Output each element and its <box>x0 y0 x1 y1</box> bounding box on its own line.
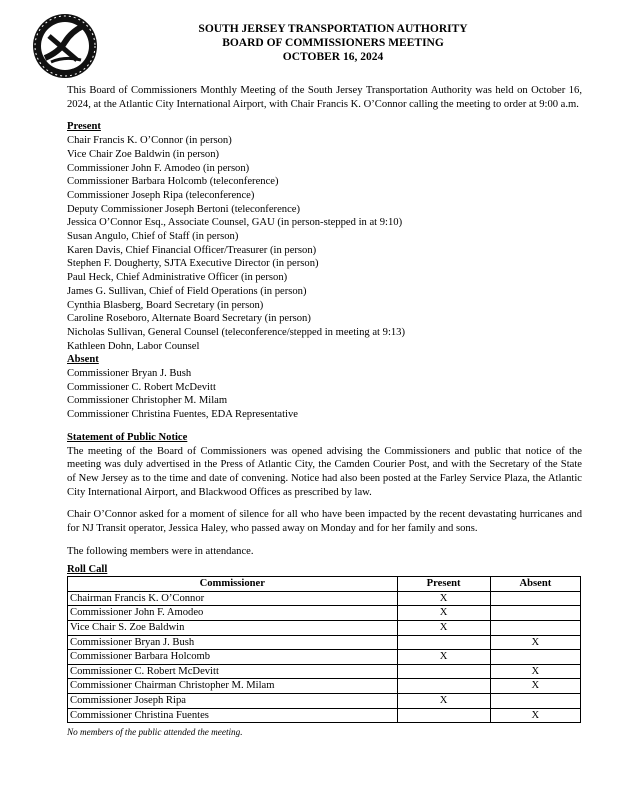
present-item: Commissioner Joseph Ripa (teleconference) <box>67 189 255 201</box>
absent-mark: X <box>490 708 580 723</box>
table-row <box>68 708 581 723</box>
commissioner-name: Commissioner C. Robert McDevitt <box>68 664 398 679</box>
present-item: Cynthia Blasberg, Board Secretary (in person) <box>67 299 264 311</box>
absent-mark <box>490 620 580 635</box>
present-item: Vice Chair Zoe Baldwin (in person) <box>67 148 220 160</box>
absent-item: Commissioner Bryan J. Bush <box>67 368 192 380</box>
present-item: Kathleen Dohn, Labor Counsel <box>67 340 200 352</box>
present-item: Stephen F. Dougherty, SJTA Executive Director (in person) <box>67 258 319 270</box>
absent-list <box>67 367 582 422</box>
present-item: Nicholas Sullivan, General Counsel (teleconference/stepped in meeting at 9:13) <box>67 326 406 338</box>
table-row <box>68 606 581 621</box>
present-item: Deputy Commissioner Joseph Bertoni (teleconference) <box>67 203 300 215</box>
table-row <box>68 693 581 708</box>
commissioner-name: Commissioner Bryan J. Bush <box>68 635 398 650</box>
meeting-date: OCTOBER 16, 2024 <box>282 51 384 63</box>
present-item: Susan Angulo, Chief of Staff (in person) <box>67 231 239 243</box>
moment-of-silence-text: Chair O’Connor asked for a moment of silence for all who have been impacted by the recent devastating hurricanes and for NJ Transit operator, Jessica Haley, who passed away on Monday and for her family and sons. <box>67 509 582 535</box>
present-mark: X <box>397 693 490 708</box>
public-attendance-note: No members of the public attended the meeting. <box>67 727 243 738</box>
absent-mark <box>490 650 580 665</box>
column-header-present: Present <box>397 577 490 592</box>
absent-mark: X <box>490 635 580 650</box>
present-item: Paul Heck, Chief Administrative Officer (in person) <box>67 272 288 284</box>
table-row <box>68 591 581 606</box>
present-mark <box>397 635 490 650</box>
absent-mark <box>490 591 580 606</box>
org-title: SOUTH JERSEY TRANSPORTATION AUTHORITY <box>198 23 468 35</box>
table-row <box>68 620 581 635</box>
table-header-row <box>68 577 581 592</box>
sjta-seal-icon <box>31 12 99 80</box>
present-list <box>67 134 582 353</box>
present-mark: X <box>397 606 490 621</box>
public-notice-heading: Statement of Public Notice <box>67 431 188 443</box>
present-mark <box>397 708 490 723</box>
absent-mark <box>490 693 580 708</box>
intro-paragraph: This Board of Commissioners Monthly Meeting of the South Jersey Transportation Authority was held on October 16, 2024, at the Atlantic City International Airport, with Chair Francis K. O’Connor calling the meeting to order at 9:00 a.m. <box>67 85 582 110</box>
roll-call-table <box>67 576 581 723</box>
attendance-note: The following members were in attendance. <box>67 545 254 557</box>
present-mark: X <box>397 650 490 665</box>
absent-item: Commissioner C. Robert McDevitt <box>67 381 216 393</box>
present-heading: Present <box>67 121 101 133</box>
commissioner-name: Vice Chair S. Zoe Baldwin <box>68 620 398 635</box>
present-mark <box>397 679 490 694</box>
present-item: James G. Sullivan, Chief of Field Operations (in person) <box>67 285 307 297</box>
commissioner-name: Commissioner Joseph Ripa <box>68 693 398 708</box>
absent-item: Commissioner Christina Fuentes, EDA Representative <box>67 409 298 421</box>
absent-mark: X <box>490 664 580 679</box>
commissioner-name: Commissioner Christina Fuentes <box>68 708 398 723</box>
present-item: Caroline Roseboro, Alternate Board Secretary (in person) <box>67 313 311 325</box>
present-item: Chair Francis K. O’Connor (in person) <box>67 135 232 147</box>
document-body <box>67 84 582 740</box>
present-item: Karen Davis, Chief Financial Officer/Treasurer (in person) <box>67 244 317 256</box>
commissioner-name: Commissioner Chairman Christopher M. Milam <box>68 679 398 694</box>
roll-call-heading: Roll Call <box>67 563 108 575</box>
absent-mark: X <box>490 679 580 694</box>
table-row <box>68 650 581 665</box>
present-item: Commissioner Barbara Holcomb (teleconference) <box>67 176 279 188</box>
meeting-title: BOARD OF COMMISSIONERS MEETING <box>222 37 444 49</box>
column-header-absent: Absent <box>490 577 580 592</box>
table-row <box>68 635 581 650</box>
commissioner-name: Commissioner Barbara Holcomb <box>68 650 398 665</box>
present-mark: X <box>397 591 490 606</box>
column-header-commissioner: Commissioner <box>68 577 398 592</box>
absent-mark <box>490 606 580 621</box>
present-mark: X <box>397 620 490 635</box>
table-row <box>68 664 581 679</box>
present-item: Commissioner John F. Amodeo (in person) <box>67 162 250 174</box>
commissioner-name: Commissioner John F. Amodeo <box>68 606 398 621</box>
document-header <box>108 22 558 64</box>
present-mark <box>397 664 490 679</box>
absent-item: Commissioner Christopher M. Milam <box>67 395 228 407</box>
sjta-logo <box>31 12 99 80</box>
table-row <box>68 679 581 694</box>
present-item: Jessica O’Connor Esq., Associate Counsel, GAU (in person-stepped in at 9:10) <box>67 217 403 229</box>
commissioner-name: Chairman Francis K. O’Connor <box>68 591 398 606</box>
public-notice-text: The meeting of the Board of Commissioners was opened advising the Commissioners and public that notice of the meeting was duly advertised in the Press of Atlantic City, the Camden Courier Post, and with the Secretary of the State of New Jersey as to the time and date of convening. Notice had also been posted at the Farley Service Plaza, the Atlantic City International Airport, and Blackwood Offices as prescribed by law. <box>67 445 582 498</box>
absent-heading: Absent <box>67 354 99 366</box>
